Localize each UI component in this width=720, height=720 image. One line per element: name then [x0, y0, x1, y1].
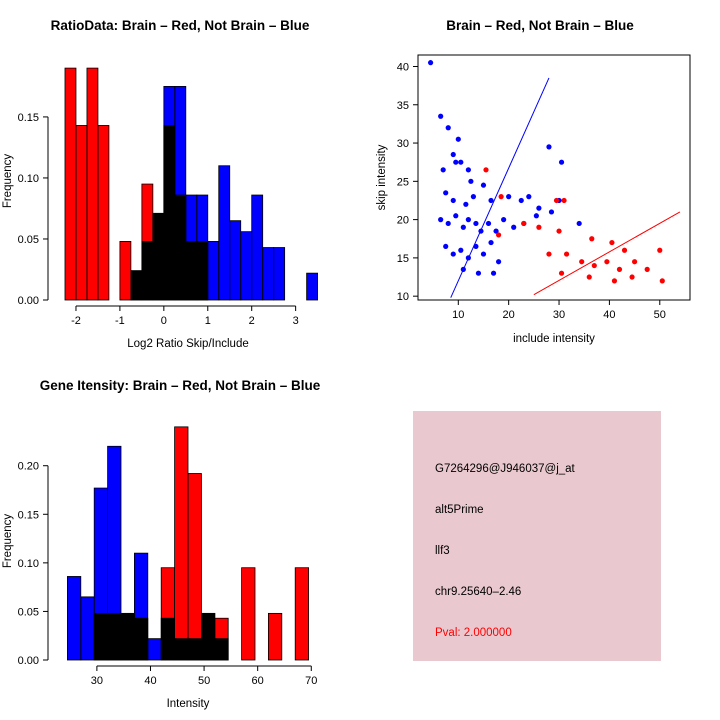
- scatter-point: [564, 251, 569, 256]
- histogram-bar: [197, 195, 208, 300]
- scatter-point: [473, 244, 478, 249]
- x-tick-label: 1: [204, 315, 211, 327]
- scatter-point: [428, 60, 433, 65]
- x-tick-label: 50: [197, 675, 211, 687]
- x-tick-label: 30: [90, 675, 104, 687]
- scatter-point: [496, 259, 501, 264]
- scatter-point: [559, 271, 564, 276]
- scatter-point: [519, 198, 524, 203]
- histogram-bar: [131, 271, 142, 300]
- x-tick-label: 30: [552, 309, 566, 321]
- plot-frame: [418, 55, 690, 300]
- x-tick-label: 3: [292, 315, 299, 327]
- scatter-point: [461, 225, 466, 230]
- histogram-bar: [215, 618, 228, 660]
- x-tick-label: 2: [248, 315, 255, 327]
- scatter-point: [534, 213, 539, 218]
- scatter-point: [579, 259, 584, 264]
- scatter-point: [451, 152, 456, 157]
- histogram-bar: [175, 427, 188, 660]
- scatter-point: [629, 274, 634, 279]
- x-tick-label: 10: [452, 309, 465, 321]
- ratio-histogram-plot: [0, 0, 360, 360]
- y-tick-label: 25: [396, 176, 409, 189]
- scatter-point: [506, 194, 511, 199]
- ratio-histogram-panel: [0, 0, 360, 360]
- histogram-bar: [263, 248, 274, 300]
- scatter-point: [536, 225, 541, 230]
- histogram-bar: [186, 195, 197, 300]
- scatter-point: [604, 259, 609, 264]
- scatter-point: [468, 179, 473, 184]
- scatter-point: [438, 217, 443, 222]
- scatter-point: [501, 217, 506, 222]
- scatter-point: [458, 160, 463, 165]
- histogram-bar: [208, 241, 219, 300]
- histogram-bar: [108, 613, 121, 660]
- histogram-bar: [67, 576, 80, 660]
- scatter-point: [511, 225, 516, 230]
- x-tick-label: 40: [603, 309, 616, 321]
- x-tick-label: 40: [144, 675, 157, 687]
- scatter-point: [645, 267, 650, 272]
- gene-info-box: [413, 411, 661, 661]
- info-text-1: alt5Prime: [435, 504, 484, 516]
- scatter-point: [456, 137, 461, 142]
- histogram-bar: [252, 195, 263, 300]
- scatter-point: [438, 114, 443, 119]
- y-tick-label: 0.15: [17, 509, 39, 522]
- y-tick-label: 0.20: [17, 460, 39, 473]
- scatter-point: [556, 228, 561, 233]
- scatter-point: [451, 198, 456, 203]
- y-tick-label: 30: [396, 138, 409, 151]
- x-axis-title: include intensity: [513, 333, 595, 345]
- histogram-bar: [98, 125, 109, 300]
- histogram-bar: [230, 221, 241, 300]
- histogram-bar: [274, 248, 285, 300]
- scatter-point: [451, 251, 456, 256]
- histogram-bar: [268, 613, 281, 660]
- scatter-point: [473, 221, 478, 226]
- scatter-point: [521, 221, 526, 226]
- scatter-point: [488, 198, 493, 203]
- scatter-point: [561, 198, 566, 203]
- x-tick-label: 70: [305, 675, 318, 687]
- scatter-point: [481, 251, 486, 256]
- scatter-point: [478, 228, 483, 233]
- y-tick-label: 40: [396, 61, 409, 74]
- histogram-bar: [242, 568, 255, 660]
- y-tick-label: 0.10: [17, 172, 39, 185]
- histogram-bar: [87, 68, 98, 300]
- scatter-title: Brain – Red, Not Brain – Blue: [446, 18, 634, 33]
- scatter-point: [496, 232, 501, 237]
- y-axis-title: Frequency: [2, 153, 14, 209]
- scatter-point: [476, 271, 481, 276]
- red-line: [534, 212, 680, 295]
- histogram-bar: [219, 166, 230, 300]
- y-tick-label: 0.05: [17, 233, 39, 246]
- y-tick-label: 15: [396, 252, 409, 265]
- histogram-bar: [153, 213, 164, 300]
- histogram-bar: [201, 613, 214, 660]
- histogram-bar: [148, 639, 161, 660]
- scatter-point: [609, 240, 614, 245]
- scatter-point: [546, 251, 551, 256]
- info-text-0: G7264296@J946037@j_at: [435, 463, 575, 475]
- scatter-point: [577, 221, 582, 226]
- histogram-bar: [307, 273, 318, 300]
- gene-histogram-plot: [0, 360, 360, 720]
- y-tick-label: 0.05: [17, 606, 39, 619]
- scatter-point: [463, 202, 468, 207]
- histogram-bar: [161, 568, 174, 660]
- gene-histogram-title: Gene Itensity: Brain – Red, Not Brain – Blue: [39, 378, 321, 393]
- scatter-point: [499, 194, 504, 199]
- scatter-point: [481, 183, 486, 188]
- scatter-point: [471, 194, 476, 199]
- x-tick-label: 50: [653, 309, 666, 321]
- scatter-point: [546, 144, 551, 149]
- x-tick-label: -1: [115, 315, 125, 327]
- scatter-point: [458, 248, 463, 253]
- scatter-point: [453, 160, 458, 165]
- info-text-3: chr9.25640–2.46: [435, 586, 522, 598]
- histogram-bar: [164, 86, 175, 300]
- scatter-point: [587, 274, 592, 279]
- scatter-point: [554, 198, 559, 203]
- histogram-bar: [120, 241, 131, 300]
- y-tick-label: 0.00: [17, 295, 39, 307]
- y-tick-label: 10: [396, 291, 409, 304]
- scatter-point: [453, 213, 458, 218]
- scatter-point: [466, 255, 471, 260]
- gene-histogram-panel: [0, 360, 360, 720]
- scatter-point: [632, 259, 637, 264]
- x-tick-label: 0: [160, 315, 167, 327]
- histogram-bar: [94, 613, 107, 660]
- y-tick-label: 20: [396, 214, 409, 227]
- scatter-point: [446, 221, 451, 226]
- histogram-bar: [121, 613, 134, 660]
- scatter-point: [592, 263, 597, 268]
- scatter-point: [536, 206, 541, 211]
- y-tick-label: 35: [396, 99, 409, 112]
- scatter-point: [612, 278, 617, 283]
- scatter-point: [491, 271, 496, 276]
- scatter-point: [488, 240, 493, 245]
- scatter-point: [622, 248, 627, 253]
- histogram-bar: [134, 618, 147, 660]
- scatter-panel: [360, 0, 720, 360]
- histogram-bar: [241, 232, 252, 300]
- scatter-point: [660, 278, 665, 283]
- y-tick-label: 0.00: [17, 655, 39, 667]
- scatter-point: [486, 221, 491, 226]
- blue-line: [451, 78, 549, 298]
- histogram-bar: [76, 125, 87, 300]
- histogram-bar: [295, 568, 308, 660]
- histogram-bar: [188, 473, 201, 660]
- y-tick-label: 0.10: [17, 557, 39, 570]
- ratio-histogram-title: RatioData: Brain – Red, Not Brain – Blue: [50, 18, 310, 33]
- scatter-point: [443, 244, 448, 249]
- scatter-point: [461, 267, 466, 272]
- scatter-point: [589, 236, 594, 241]
- scatter-point: [549, 209, 554, 214]
- scatter-point: [657, 248, 662, 253]
- scatter-plot: [360, 0, 720, 360]
- y-tick-label: 0.15: [17, 111, 39, 124]
- histogram-bar: [81, 597, 94, 660]
- scatter-point: [466, 167, 471, 172]
- y-axis-title: Frequency: [2, 513, 14, 569]
- scatter-point: [466, 217, 471, 222]
- x-tick-label: 60: [251, 675, 264, 687]
- info-text-2: llf3: [435, 545, 450, 557]
- scatter-point: [559, 160, 564, 165]
- scatter-point: [483, 167, 488, 172]
- histogram-bar: [65, 68, 76, 300]
- x-axis-title: Log2 Ratio Skip/Include: [127, 338, 249, 350]
- scatter-point: [617, 267, 622, 272]
- x-tick-label: -2: [71, 315, 81, 327]
- scatter-point: [526, 194, 531, 199]
- x-tick-label: 20: [502, 309, 515, 321]
- histogram-bar: [175, 86, 186, 300]
- scatter-point: [446, 125, 451, 130]
- scatter-point: [441, 167, 446, 172]
- x-axis-title: Intensity: [166, 698, 210, 710]
- scatter-point: [443, 190, 448, 195]
- pval-text: Pval: 2.000000: [435, 627, 512, 639]
- y-axis-title: skip intensity: [376, 144, 388, 211]
- histogram-bar: [142, 241, 153, 300]
